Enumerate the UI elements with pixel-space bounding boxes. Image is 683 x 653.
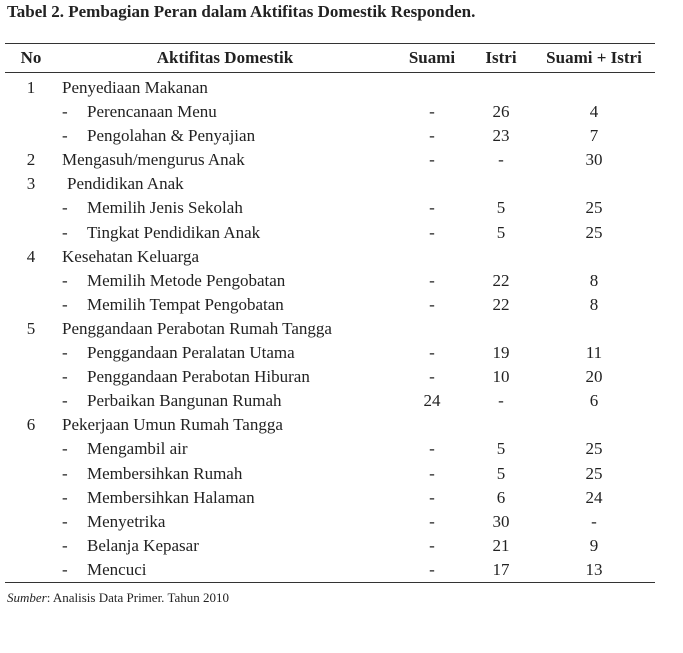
row-activity: Mencuci — [87, 559, 147, 579]
row-dash: - — [62, 463, 68, 483]
table-row — [0, 148, 683, 172]
row-istri: 22 — [492, 294, 510, 314]
table-title: Tabel 2. Pembagian Peran dalam Aktifitas Domestik Responden. — [7, 2, 476, 21]
table-row — [0, 510, 683, 534]
row-both: 24 — [585, 487, 603, 507]
row-istri: 19 — [492, 343, 510, 363]
top-rule — [5, 43, 655, 44]
row-activity: Penggandaan Peralatan Utama — [87, 343, 295, 363]
row-both: 25 — [585, 439, 603, 459]
row-activity: Perbaikan Bangunan Rumah — [87, 391, 282, 411]
row-both: 8 — [589, 270, 599, 290]
row-suami: - — [429, 511, 435, 531]
row-activity: Membersihkan Rumah — [87, 463, 243, 483]
row-activity: Mengambil air — [87, 439, 188, 459]
table-row — [0, 341, 683, 365]
row-activity: Memilih Tempat Pengobatan — [87, 294, 284, 314]
row-activity: Penggandaan Perabotan Rumah Tangga — [62, 318, 332, 338]
row-dash: - — [62, 294, 68, 314]
row-both: 30 — [585, 150, 603, 170]
row-istri: - — [498, 391, 504, 411]
row-activity: Membersihkan Halaman — [87, 487, 255, 507]
row-suami: - — [429, 439, 435, 459]
row-suami: - — [429, 535, 435, 555]
row-suami: - — [429, 102, 435, 122]
row-suami: 24 — [423, 391, 441, 411]
row-activity: Tingkat Pendidikan Anak — [87, 222, 261, 242]
source-note — [7, 590, 229, 606]
row-activity: Penyediaan Makanan — [62, 78, 208, 97]
row-both: 20 — [585, 367, 603, 387]
row-dash: - — [62, 391, 68, 411]
row-suami: - — [429, 150, 435, 170]
row-activity: Pengolahan & Penyajian — [87, 126, 256, 146]
row-dash: - — [62, 222, 68, 242]
row-dash: - — [62, 559, 68, 579]
header-activity: Aktifitas Domestik — [156, 48, 294, 67]
table-row — [0, 76, 683, 100]
row-both: 25 — [585, 222, 603, 242]
row-activity: Kesehatan Keluarga — [62, 246, 200, 266]
table-row — [0, 124, 683, 148]
header-no: No — [20, 48, 42, 67]
table-row — [0, 437, 683, 461]
row-dash: - — [62, 102, 68, 122]
header-suami-istri: Suami + Istri — [546, 48, 642, 67]
header-suami: Suami — [408, 48, 456, 67]
source-label: Sumber — [7, 590, 47, 605]
table-row — [0, 534, 683, 558]
row-both: 9 — [589, 535, 599, 555]
row-activity: Pendidikan Anak — [67, 174, 184, 194]
row-suami: - — [429, 222, 435, 242]
row-both: 11 — [585, 343, 603, 363]
table-row — [0, 172, 683, 196]
row-both: 6 — [589, 391, 599, 411]
row-istri: 5 — [496, 463, 506, 483]
row-dash: - — [62, 367, 68, 387]
table-row — [0, 486, 683, 510]
row-activity: Belanja Kepasar — [87, 535, 199, 555]
row-suami: - — [429, 367, 435, 387]
row-both: 4 — [589, 102, 599, 122]
table-row — [0, 462, 683, 486]
table-row — [0, 269, 683, 293]
row-dash: - — [62, 487, 68, 507]
header-istri: Istri — [485, 48, 517, 67]
table-row — [0, 365, 683, 389]
row-suami: - — [429, 294, 435, 314]
row-suami: - — [429, 343, 435, 363]
row-no: 2 — [26, 150, 36, 170]
row-activity: Menyetrika — [87, 511, 166, 531]
row-no: 6 — [26, 415, 36, 435]
row-suami: - — [429, 463, 435, 483]
row-activity: Pekerjaan Umun Rumah Tangga — [62, 415, 283, 435]
row-no: 1 — [26, 78, 36, 97]
row-activity: Mengasuh/mengurus Anak — [62, 150, 245, 170]
row-both: 13 — [585, 559, 603, 579]
row-istri: 23 — [492, 126, 510, 146]
table-row — [0, 293, 683, 317]
row-istri: 6 — [496, 487, 506, 507]
table-body — [0, 76, 683, 582]
row-dash: - — [62, 270, 68, 290]
row-suami: - — [429, 126, 435, 146]
row-no: 4 — [26, 246, 36, 266]
bottom-rule — [5, 582, 655, 583]
row-dash: - — [62, 126, 68, 146]
table-row — [0, 558, 683, 582]
row-activity: Memilih Jenis Sekolah — [87, 198, 243, 218]
row-dash: - — [62, 511, 68, 531]
row-no: 3 — [26, 174, 36, 194]
row-istri: 5 — [496, 198, 506, 218]
row-no: 5 — [26, 318, 36, 338]
table-row — [0, 245, 683, 269]
table-row — [0, 317, 683, 341]
table-row — [0, 413, 683, 437]
row-both: 7 — [589, 126, 599, 146]
row-istri: 10 — [492, 367, 510, 387]
row-both: - — [591, 511, 597, 531]
row-dash: - — [62, 198, 68, 218]
row-istri: 21 — [492, 535, 510, 555]
row-dash: - — [62, 439, 68, 459]
row-suami: - — [429, 487, 435, 507]
table-row — [0, 389, 683, 413]
row-istri: 22 — [492, 270, 510, 290]
row-suami: - — [429, 559, 435, 579]
table-row — [0, 196, 683, 220]
row-activity: Penggandaan Perabotan Hiburan — [87, 367, 310, 387]
row-activity: Memilih Metode Pengobatan — [87, 270, 286, 290]
table-row — [0, 221, 683, 245]
source-text: : Analisis Data Primer. Tahun 2010 — [46, 590, 229, 605]
row-both: 8 — [589, 294, 599, 314]
row-both: 25 — [585, 198, 603, 218]
row-istri: 17 — [492, 559, 510, 579]
row-istri: 26 — [492, 102, 510, 122]
row-activity: Perencanaan Menu — [87, 102, 217, 122]
row-dash: - — [62, 343, 68, 363]
row-suami: - — [429, 270, 435, 290]
row-istri: - — [498, 150, 504, 170]
row-both: 25 — [585, 463, 603, 483]
row-istri: 5 — [496, 439, 506, 459]
row-dash: - — [62, 535, 68, 555]
row-istri: 30 — [492, 511, 510, 531]
header-rule — [5, 72, 655, 73]
row-istri: 5 — [496, 222, 506, 242]
row-suami: - — [429, 198, 435, 218]
table-row — [0, 100, 683, 124]
